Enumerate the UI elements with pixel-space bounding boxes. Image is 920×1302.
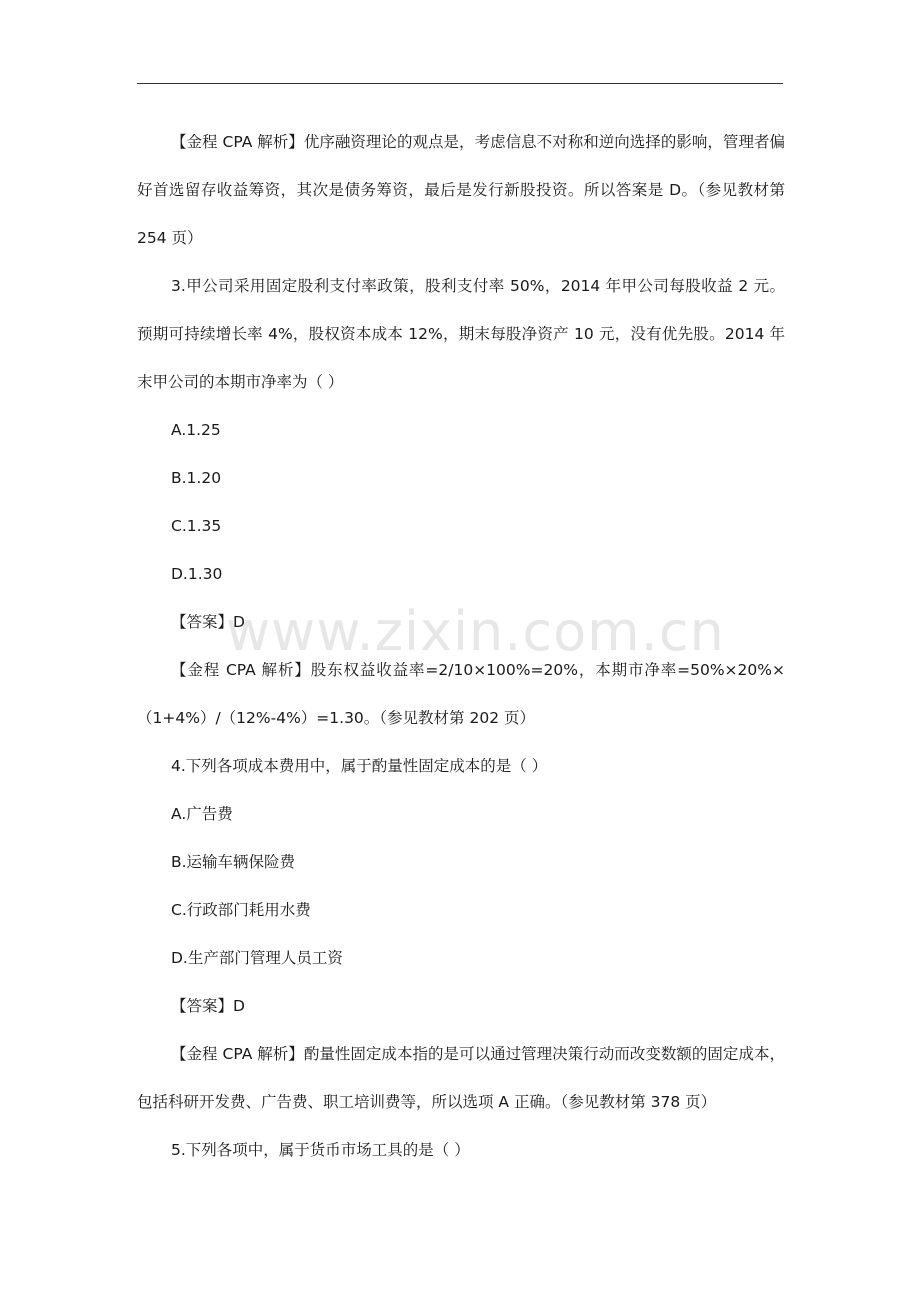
explanation-q4: 【金程 CPA 解析】酌量性固定成本指的是可以通过管理决策行动而改变数额的固定成本，包括科研开发费、广告费、职工培训费等，所以选项 A 正确。（参见教材第 378 页）	[137, 1045, 785, 1111]
answer-q3: 【答案】D	[171, 613, 245, 631]
question-5: 5.下列各项中，属于货币市场工具的是（ ）	[171, 1141, 470, 1159]
explanation-q3: 【金程 CPA 解析】股东权益收益率=2/10×100%=20%，本期市净率=50%×20%×（1+4%）/（12%-4%）=1.30。（参见教材第 202 页）	[137, 661, 785, 727]
explanation-q2: 【金程 CPA 解析】优序融资理论的观点是，考虑信息不对称和逆向选择的影响，管理者偏好首选留存收益筹资，其次是债务筹资，最后是发行新股投资。所以答案是 D。（参见教材第 254 页）	[137, 133, 785, 247]
option-c-q4: C.行政部门耗用水费	[171, 901, 311, 919]
option-c-q3: C.1.35	[171, 517, 222, 535]
option-b-q4: B.运输车辆保险费	[171, 853, 296, 871]
option-a-q4: A.广告费	[171, 805, 233, 823]
option-a-q3: A.1.25	[171, 421, 221, 439]
option-d-q3: D.1.30	[171, 565, 223, 583]
watermark: www.zixin.com.cn	[226, 600, 725, 663]
question-4: 4.下列各项成本费用中，属于酌量性固定成本的是（ ）	[171, 757, 548, 775]
question-3: 3.甲公司采用固定股利支付率政策，股利支付率 50%，2014 年甲公司每股收益 2 元。预期可持续增长率 4%，股权资本成本 12%，期末每股净资产 10 元，没有优先股。2014 年末甲公司的本期市净率为（ ）	[137, 277, 785, 391]
document-body	[137, 118, 785, 1174]
header-rule	[137, 83, 783, 84]
option-b-q3: B.1.20	[171, 469, 222, 487]
answer-q4: 【答案】D	[171, 997, 245, 1015]
option-d-q4: D.生产部门管理人员工资	[171, 949, 343, 967]
